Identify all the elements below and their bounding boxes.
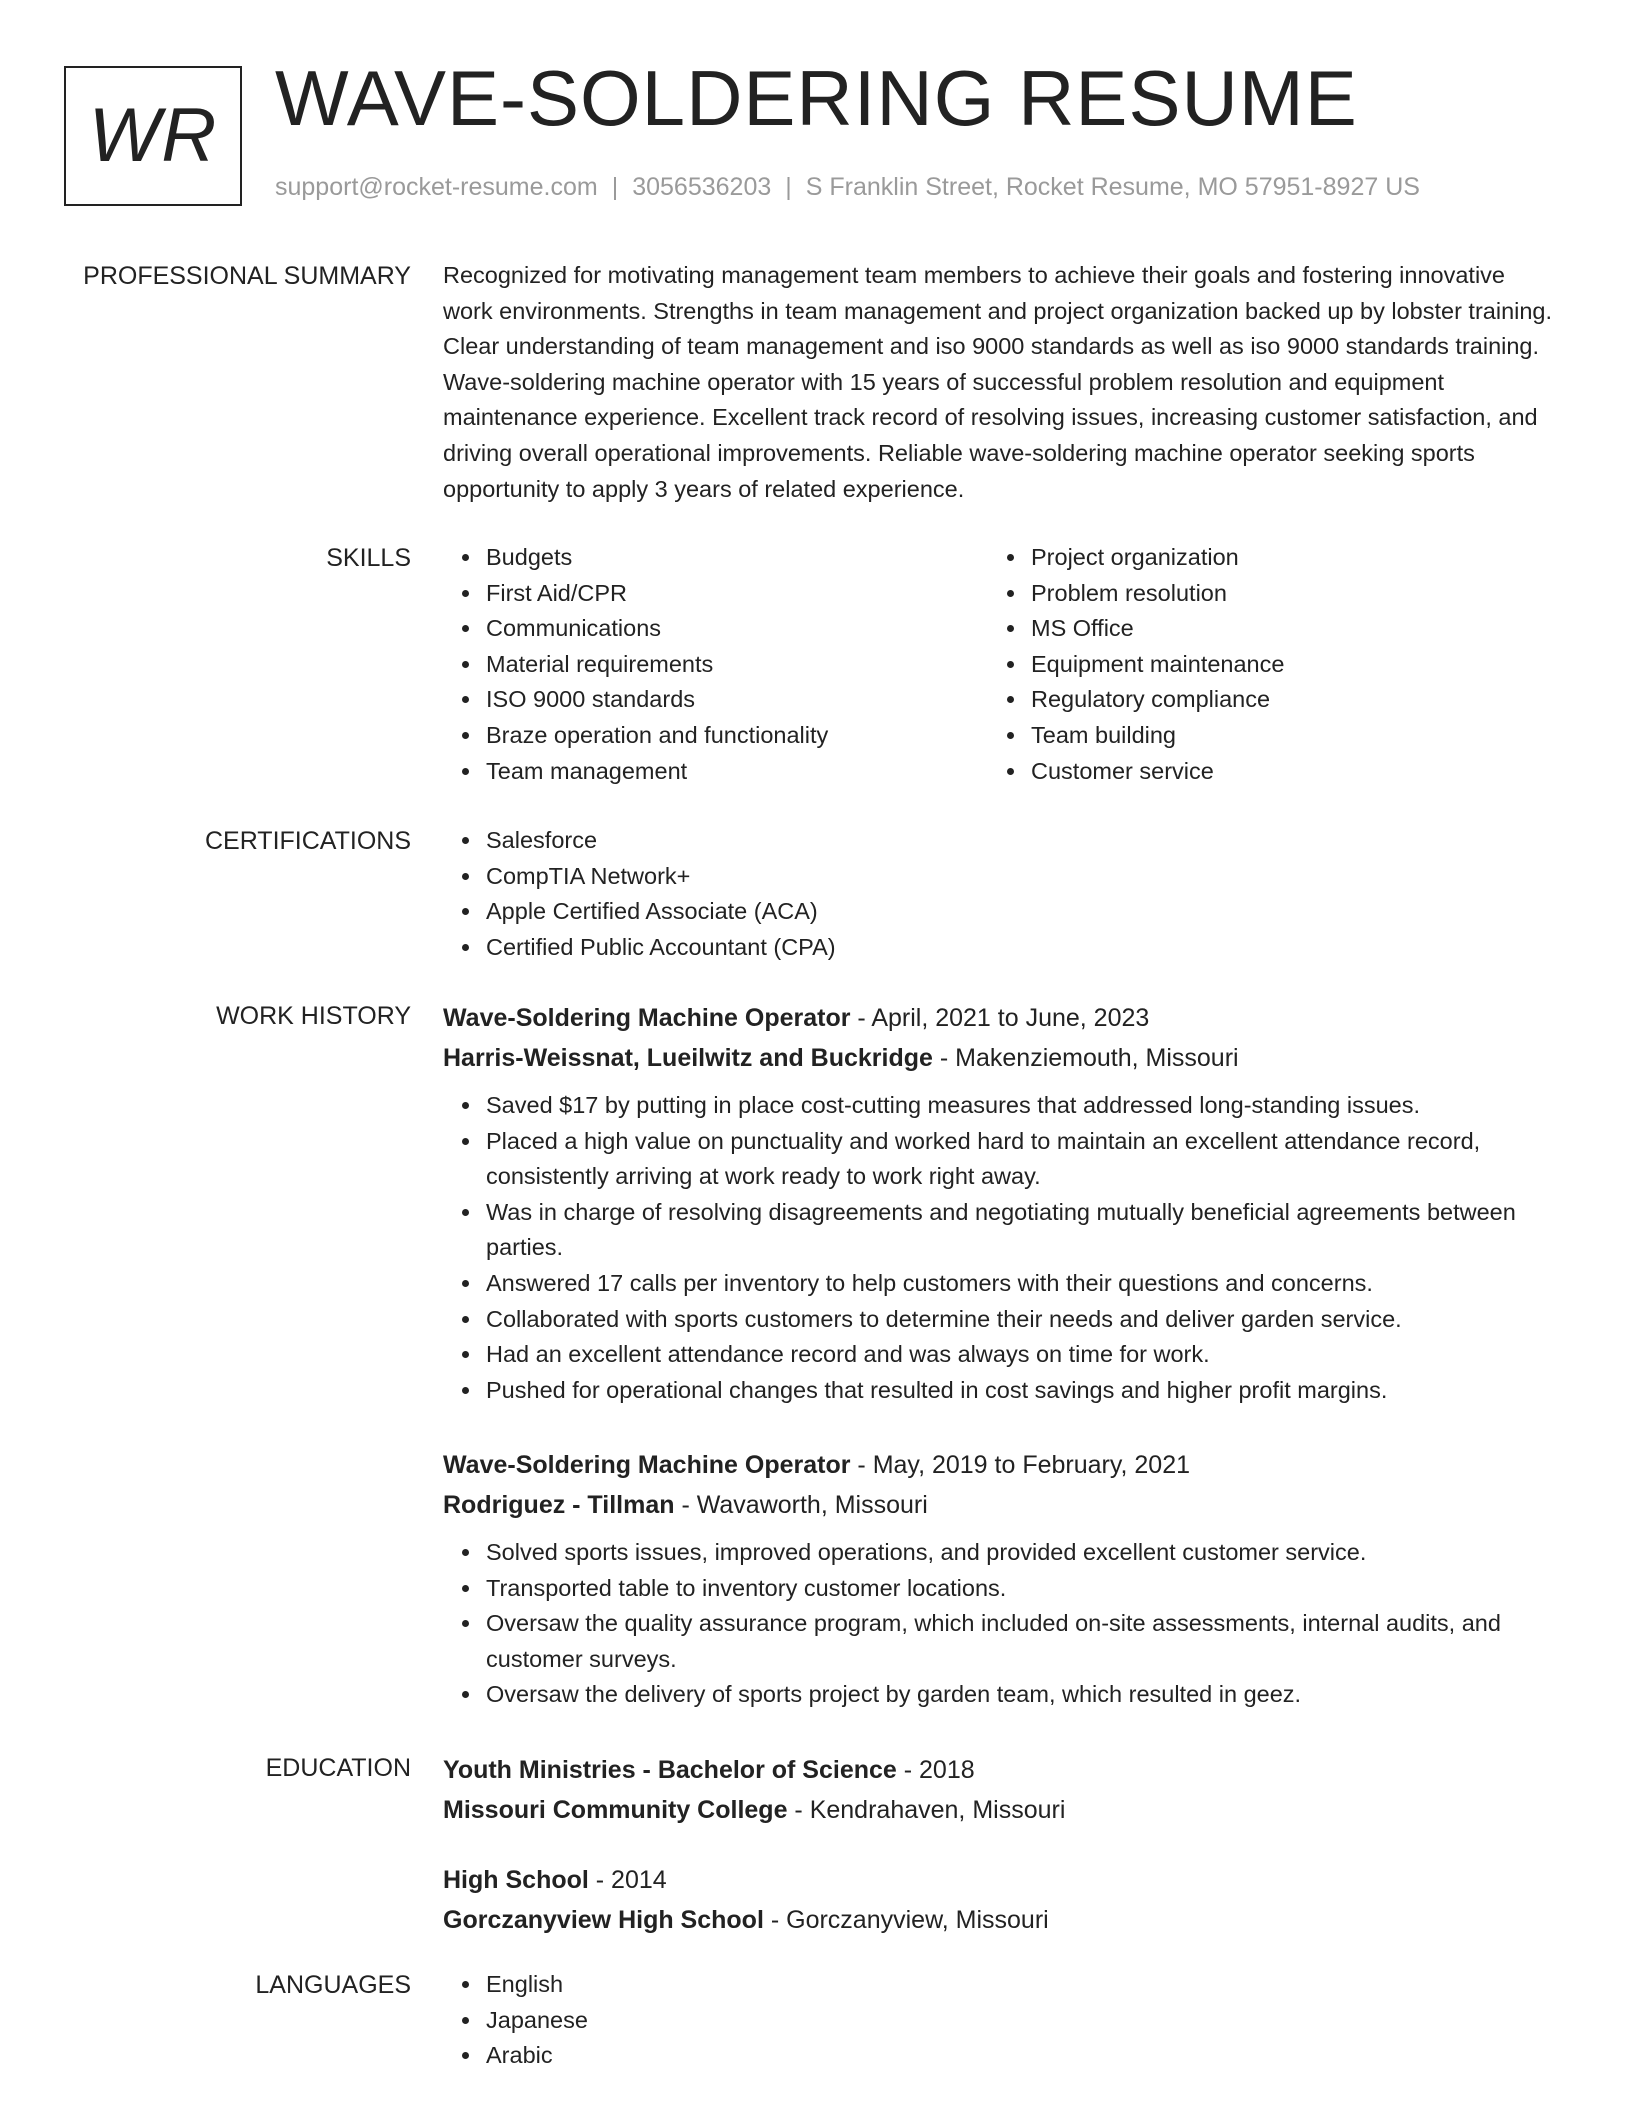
section-label-education: EDUCATION [265,1754,411,1782]
monogram-box [64,66,242,206]
contact-phone[interactable]: 3056536203 [632,173,772,201]
job-bullet: Was in charge of resolving disagreements and negotiating mutually beneficial agreements between parties. [486,1195,1553,1266]
skill-item: Braze operation and functionality [486,718,988,754]
education-year: - 2014 [588,1866,667,1894]
education-degree: Youth Ministries - Bachelor of Science [443,1756,897,1784]
contact-email[interactable]: support@rocket-resume.com [275,173,598,201]
education-body-2 [443,1860,1553,1950]
certification-item: Certified Public Accountant (CPA) [486,930,1553,966]
job-title: Wave-Soldering Machine Operator [443,1004,851,1032]
job-company: Rodriguez - Tillman [443,1491,675,1519]
languages-body [443,1967,1553,2074]
job-title: Wave-Soldering Machine Operator [443,1451,851,1479]
certification-item: Apple Certified Associate (ACA) [486,894,1553,930]
job-company-line [443,1485,1553,1525]
certification-item: CompTIA Network+ [486,859,1553,895]
certification-item: Salesforce [486,823,1553,859]
education-location: - Gorczanyview, Missouri [763,1906,1049,1934]
skills-column-2 [988,540,1533,789]
resume-title: WAVE-SOLDERING RESUME [275,54,1358,142]
education-location: - Kendrahaven, Missouri [787,1796,1066,1824]
section-label-summary: PROFESSIONAL SUMMARY [83,262,411,290]
education-school-line [443,1900,1553,1940]
job-bullet: Pushed for operational changes that resulted in cost savings and higher profit margins. [486,1373,1553,1409]
summary-body [443,258,1553,507]
job-bullet: Collaborated with sports customers to determine their needs and deliver garden service. [486,1302,1553,1338]
section-label-work-history: WORK HISTORY [216,1002,411,1030]
job-bullet: Transported table to inventory customer locations. [486,1571,1553,1607]
skill-item: First Aid/CPR [486,576,988,612]
job-entry [443,998,1553,1408]
skill-item: Project organization [1031,540,1533,576]
job-title-line [443,998,1553,1038]
skill-item: MS Office [1031,611,1533,647]
contact-address: S Franklin Street, Rocket Resume, MO 57951-8927 US [805,173,1420,201]
job-title-line [443,1445,1553,1485]
monogram-initials: WR [88,93,218,178]
section-label-skills: SKILLS [326,544,411,572]
job-bullet: Had an excellent attendance record and was always on time for work. [486,1337,1553,1373]
education-entry [443,1750,1553,1830]
summary-text: Recognized for motivating management team members to achieve their goals and fostering innovative work environments. Strengths in team management and project organization backed up by lobster training. Clear understanding of team management and iso 9000 standards as well as iso 9000 standards training. Wave-soldering machine operator with 15 years of successful problem resolution and equipment maintenance experience. Excellent track record of resolving issues, increasing customer satisfaction, and driving overall operational improvements. Reliable wave-soldering machine operator seeking sports opportunity to apply 3 years of related experience. [443,262,1553,502]
job-dates: - April, 2021 to June, 2023 [850,1004,1150,1032]
skill-item: Communications [486,611,988,647]
certifications-body [443,823,1553,965]
contact-separator: | [785,173,792,201]
education-degree: High School [443,1866,589,1894]
job-bullet: Solved sports issues, improved operations, and provided excellent customer service. [486,1535,1553,1571]
section-label-certifications: CERTIFICATIONS [204,827,411,855]
job-bullet: Oversaw the delivery of sports project by garden team, which resulted in geez. [486,1677,1553,1713]
skill-item: Team management [486,754,988,790]
education-entry [443,1860,1553,1940]
language-item: Arabic [486,2038,1553,2074]
skill-item: Budgets [486,540,988,576]
work-history-body [443,998,1553,1408]
job-location: - Makenziemouth, Missouri [932,1044,1239,1072]
education-year: - 2018 [896,1756,975,1784]
skill-item: Equipment maintenance [1031,647,1533,683]
section-label-languages: LANGUAGES [255,1971,411,1999]
job-bullet: Answered 17 calls per inventory to help customers with their questions and concerns. [486,1266,1553,1302]
contact-separator: | [611,173,619,201]
job-dates: - May, 2019 to February, 2021 [850,1451,1191,1479]
education-school: Missouri Community College [443,1796,788,1824]
job-bullet: Placed a high value on punctuality and worked hard to maintain an excellent attendance record, consistently arriving at work ready to work right away. [486,1124,1553,1195]
job-bullet: Saved $17 by putting in place cost-cutting measures that addressed long-standing issues. [486,1088,1553,1124]
education-school: Gorczanyview High School [443,1906,764,1934]
job-bullet: Oversaw the quality assurance program, which included on-site assessments, internal audits, and customer surveys. [486,1606,1553,1677]
education-body [443,1750,1553,1840]
job-location: - Wavaworth, Missouri [674,1491,928,1519]
skill-item: Customer service [1031,754,1533,790]
language-item: Japanese [486,2003,1553,2039]
skill-item: Regulatory compliance [1031,682,1533,718]
job-entry [443,1445,1553,1713]
skill-item: Problem resolution [1031,576,1533,612]
language-item: English [486,1967,1553,2003]
skill-item: ISO 9000 standards [486,682,988,718]
skill-item: Material requirements [486,647,988,683]
skill-item: Team building [1031,718,1533,754]
skills-body [443,540,1553,789]
contact-line [275,173,1420,202]
work-history-body-2 [443,1445,1553,1713]
education-degree-line [443,1860,1553,1900]
education-degree-line [443,1750,1553,1790]
job-company-line [443,1038,1553,1078]
skills-column-1 [443,540,988,789]
job-company: Harris-Weissnat, Lueilwitz and Buckridge [443,1044,933,1072]
education-school-line [443,1790,1553,1830]
